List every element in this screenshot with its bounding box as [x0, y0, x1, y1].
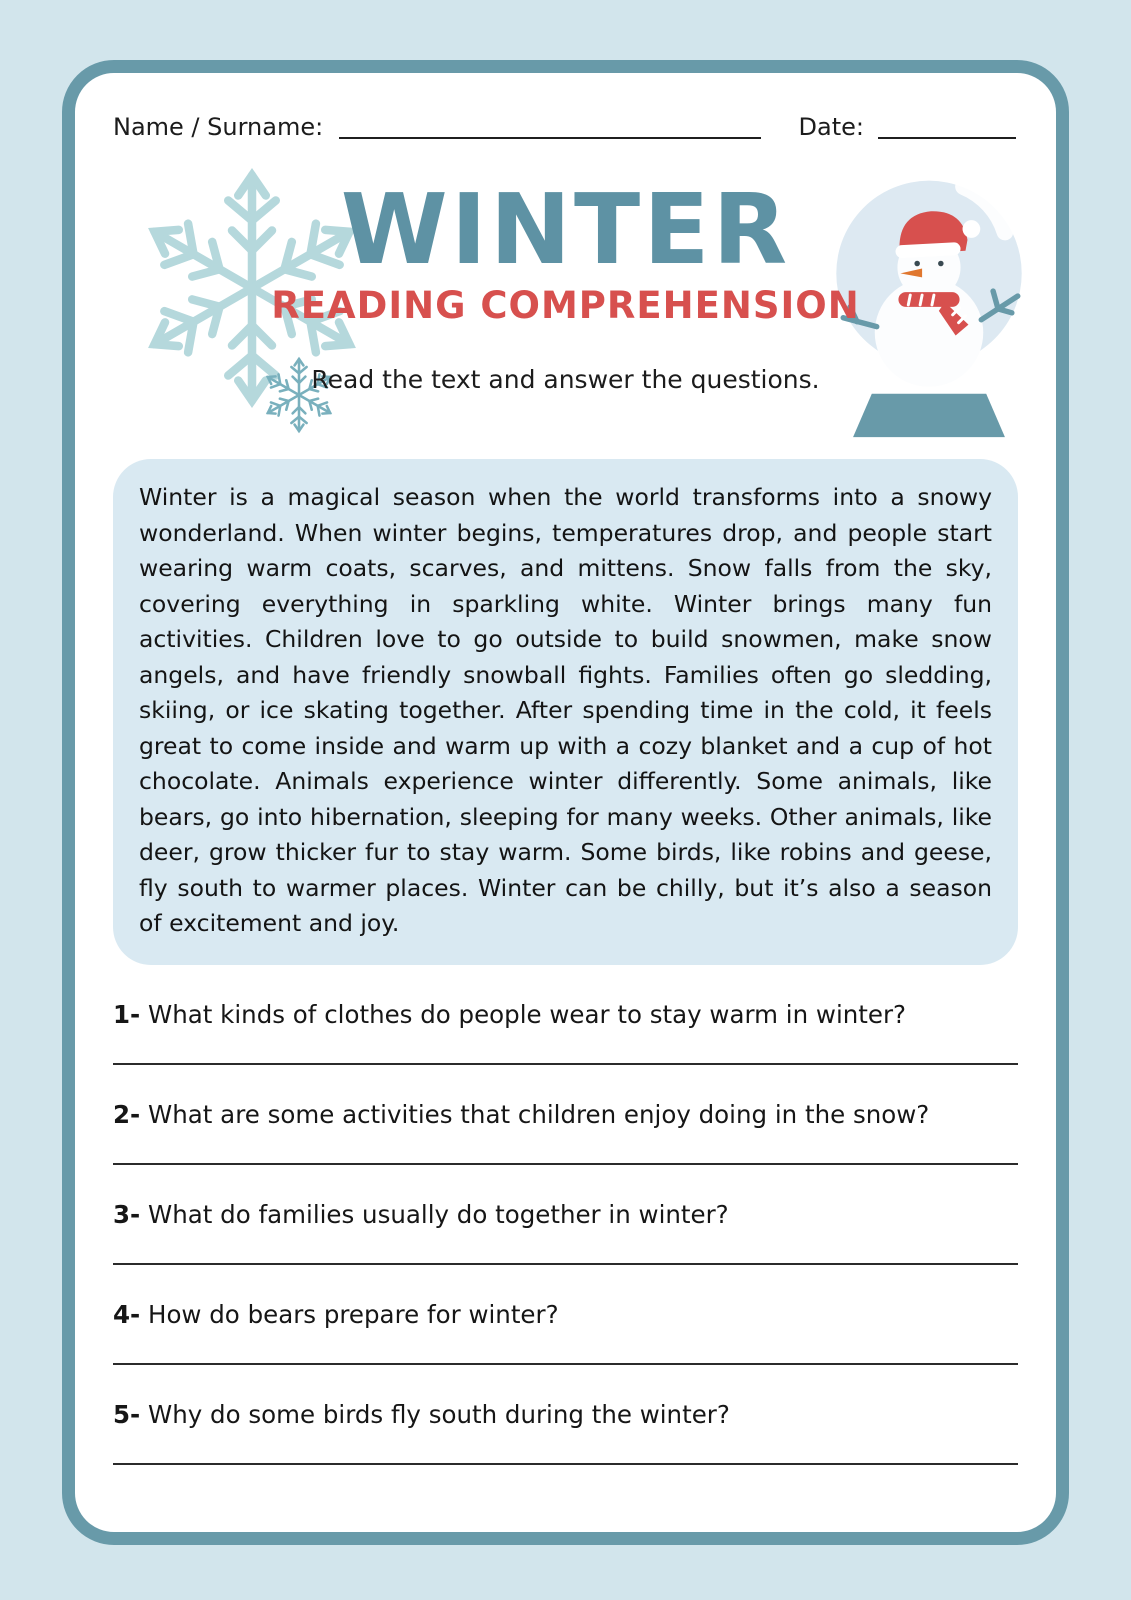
name-label: Name / Surname: [113, 113, 324, 141]
question-label: What kinds of clothes do people wear to stay warm in winter? [148, 999, 907, 1029]
question-3 [113, 1200, 1018, 1265]
question-label: How do bears prepare for winter? [148, 1299, 559, 1329]
question-number: 3- [113, 1199, 141, 1229]
worksheet-card [62, 60, 1069, 1545]
name-input-line[interactable] [339, 111, 760, 139]
question-5 [113, 1400, 1018, 1465]
question-label: Why do some birds fly south during the winter? [148, 1399, 730, 1429]
answer-line-2[interactable] [113, 1163, 1018, 1165]
answer-line-3[interactable] [113, 1263, 1018, 1265]
question-1 [113, 1000, 1018, 1065]
instruction-text: Read the text and answer the questions. [311, 364, 820, 394]
title-section [113, 163, 1018, 445]
page-title: WINTER [340, 173, 791, 286]
question-number: 2- [113, 1099, 141, 1129]
question-4 [113, 1300, 1018, 1365]
question-number: 5- [113, 1399, 141, 1429]
questions-section [113, 1000, 1018, 1465]
question-number: 1- [113, 999, 141, 1029]
question-2 [113, 1100, 1018, 1165]
answer-line-5[interactable] [113, 1463, 1018, 1465]
question-label: What do families usually do together in winter? [148, 1199, 729, 1229]
answer-line-1[interactable] [113, 1063, 1018, 1065]
question-label: What are some activities that children enjoy doing in the snow? [148, 1099, 930, 1129]
page-subtitle: READING COMPREHENSION [271, 283, 860, 327]
answer-line-4[interactable] [113, 1363, 1018, 1365]
reading-passage: Winter is a magical season when the world transforms into a snowy wonderland. When winter begins, temperatures drop, and people start wearing warm coats, scarves, and mittens. Snow falls from the sky, covering everything in sparkling white. Winter brings many fun activities. Children love to go outside to build snowmen, make snow angels, and have friendly snowball fights. Families often go sledding, skiing, or ice skating together. After spending time in the cold, it feels great to come inside and warm up with a cozy blanket and a cup of hot chocolate. Animals experience winter differently. Some animals, like bears, go into hibernation, sleeping for many weeks. Other animals, like deer, grow thicker fur to stay warm. Some birds, like robins and geese, fly south to warmer places. Winter can be chilly, but it’s also a season of excitement and joy. [113, 459, 1018, 965]
header-row [113, 107, 1018, 141]
date-input-line[interactable] [878, 111, 1016, 139]
question-number: 4- [113, 1299, 141, 1329]
date-label: Date: [798, 113, 864, 141]
